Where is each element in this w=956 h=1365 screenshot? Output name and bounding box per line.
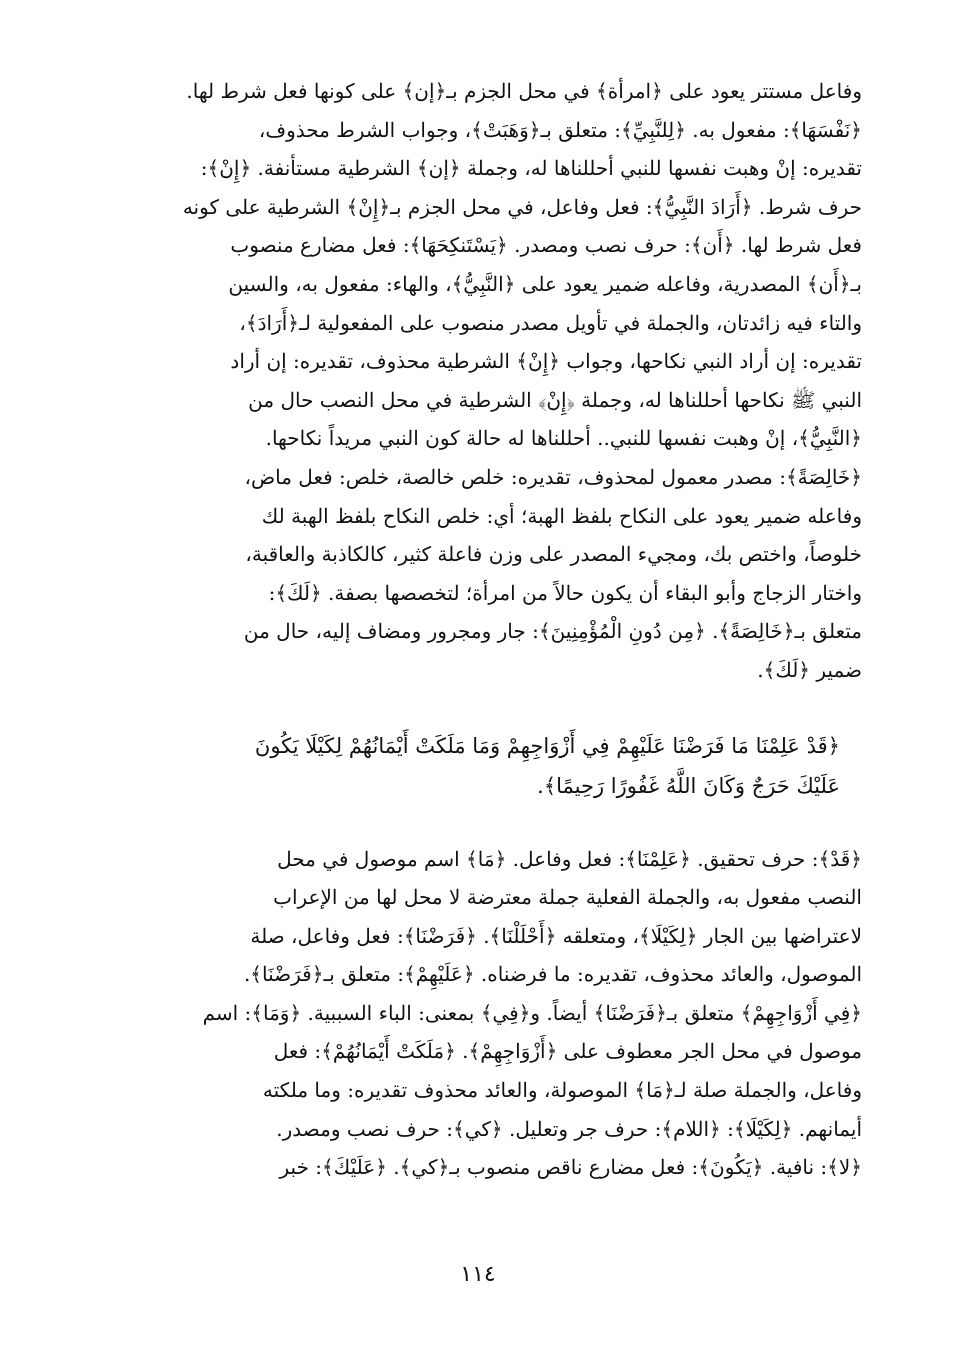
text-line: ﴿قَدْ﴾: حرف تحقيق. ﴿عَلِمْنَا﴾: فعل وفاعل. ﴿مَا﴾ اسم موصول في محل (277, 846, 862, 871)
text-line: وفاعل، والجملة صلة لـ﴿مَا﴾ الموصولة، والعائد محذوف تقديره: وما ملكته (262, 1078, 862, 1103)
page-body (92, 72, 862, 1187)
text-line: ﴿نَفْسَهَا﴾: مفعول به. ﴿لِلنَّبِيِّ﴾: متعلق بـ﴿وَهَبَتْ﴾، وجواب الشرط محذوف، (258, 117, 862, 142)
text-line: ﴿النَّبِيُّ﴾، إنْ وهبت نفسها للنبي.. أحللناها له حالة كون النبي مريداً نكاحها. (265, 426, 862, 451)
text-line: وفاعل مستتر يعود على ﴿امرأة﴾ في محل الجزم بـ﴿إن﴾ على كونها فعل شرط لها. (186, 79, 862, 103)
text-line: ﴿لا﴾: نافية. ﴿يَكُونَ﴾: فعل مضارع ناقص منصوب بـ﴿كي﴾. ﴿عَلَيْكَ﴾: خبر (279, 1155, 862, 1180)
quran-verse (92, 726, 862, 806)
text-line: الموصول، والعائد محذوف، تقديره: ما فرضناه. ﴿عَلَيْهِمْ﴾: متعلق بـ﴿فَرَضْنَا﴾. (243, 962, 862, 987)
text-line: تقديره: إن أراد النبي نكاحها، وجواب ﴿إِنْ﴾ الشرطية محذوف، تقديره: إن أراد (230, 349, 862, 374)
text-line: واختار الزجاج وأبو البقاء أن يكون حالاً من امرأة؛ لتخصصها بصفة. ﴿لَكَ﴾: (268, 580, 862, 605)
text-line: لاعتراضها بين الجار ﴿لِكَيْلَا﴾، ومتعلقه ﴿أَحْلَلْنَا﴾. ﴿فَرَضْنَا﴾: فعل وفاعل، صلة (250, 923, 862, 948)
verse-line: ﴿قَدْ عَلِمْنَا مَا فَرَضْنَا عَلَيْهِمْ فِي أَزْوَاجِهِمْ وَمَا مَلَكَتْ أَيْمَانُهُمْ لِكَيْلَا يَكُونَ (254, 733, 840, 758)
text-line: وفاعله ضمير يعود على النكاح بلفظ الهبة؛ أي: خلص النكاح بلفظ الهبة لك (261, 503, 862, 528)
text-line: ﴿فِي أَزْوَاجِهِمْ﴾ متعلق بـ﴿فَرَضْنَا﴾ أيضاً. و﴿فِي﴾ بمعنى: الباء السببية. ﴿وَمَا﴾: اسم (202, 1000, 862, 1025)
page-number: ١١٤ (460, 1262, 496, 1287)
text-line: أيمانهم. ﴿لِكَيْلَا﴾: ﴿اللام﴾: حرف جر وتعليل. ﴿كي﴾: حرف نصب ومصدر. (276, 1116, 862, 1141)
text-line: موصول في محل الجر معطوف على ﴿أَزْوَاجِهِمْ﴾. ﴿مَلَكَتْ أَيْمَانُهُمْ﴾: فعل (273, 1039, 862, 1064)
text-line: فعل شرط لها. ﴿أَن﴾: حرف نصب ومصدر. ﴿يَسْتَنكِحَهَا﴾: فعل مضارع منصوب (230, 233, 862, 258)
text-line: ضمير ﴿لَكَ﴾. (757, 657, 862, 682)
text-line: خلوصاً، واختص بك، ومجيء المصدر على وزن فاعلة كثير، كالكاذبة والعاقبة، (245, 542, 862, 567)
text-line: النبي ﷺ نكاحها أحللناها له، وجملة ﴿إِنْ﴾ الشرطية في محل النصب حال من (248, 387, 862, 412)
text-line: حرف شرط. ﴿أَرَادَ النَّبِيُّ﴾: فعل وفاعل، في محل الجزم بـ﴿إِنْ﴾ الشرطية على كونه (182, 194, 862, 219)
text-line: متعلق بـ﴿خَالِصَةً﴾. ﴿مِن دُونِ الْمُؤْمِنِينَ﴾: جار ومجرور ومضاف إليه، حال من (243, 619, 862, 644)
text-line: والتاء فيه زائدتان، والجملة في تأويل مصدر منصوب على المفعولية لـ﴿أَرَادَ﴾، (239, 310, 862, 335)
commentary-paragraph-1 (92, 72, 862, 690)
verse-line: عَلَيْكَ حَرَجٌ وَكَانَ اللَّهُ غَفُورًا رَحِيمًا﴾. (537, 773, 840, 798)
text-line: النصب مفعول به، والجملة الفعلية جملة معترضة لا محل لها من الإعراب (273, 885, 862, 910)
text-line: بـ﴿أَن﴾ المصدرية، وفاعله ضمير يعود على ﴿النَّبِيُّ﴾، والهاء: مفعول به، والسين (228, 271, 862, 296)
text-line: ﴿خَالِصَةً﴾: مصدر معمول لمحذوف، تقديره: خلص خالصة، خلص: فعل ماض، (244, 464, 862, 489)
commentary-paragraph-2 (92, 840, 862, 1187)
text-line: تقديره: إنْ وهبت نفسها للنبي أحللناها له، وجملة ﴿إن﴾ الشرطية مستأنفة. ﴿إِنْ﴾: (200, 156, 862, 181)
